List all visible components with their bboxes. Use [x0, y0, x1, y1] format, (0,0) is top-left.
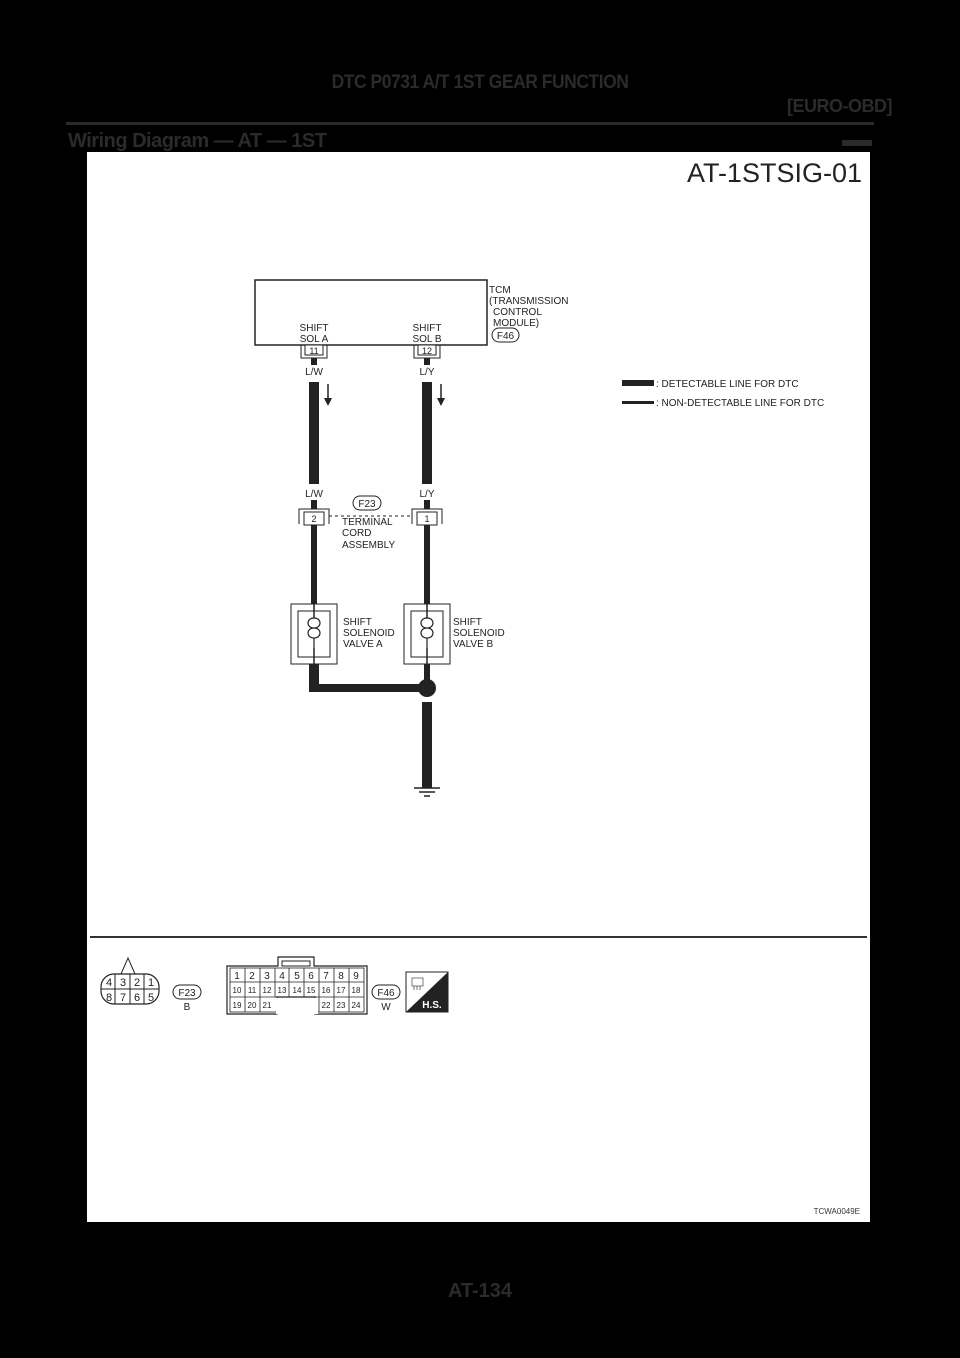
shift-solenoid-valve-a	[291, 604, 395, 664]
f46-pin: 22	[321, 1001, 331, 1010]
f23-pin: 6	[133, 992, 141, 1004]
tcm-label-1: TCM	[489, 285, 511, 296]
f23-id: F23	[178, 988, 196, 999]
f46-pin: 3	[264, 971, 270, 982]
tcm-term-a-label-1: SHIFT	[299, 323, 329, 334]
f46-pin: 17	[336, 986, 346, 995]
terminal-cord-assembly	[299, 496, 442, 551]
solenoid-b-label-1: SHIFT	[453, 617, 482, 628]
f46-pin: 14	[292, 986, 302, 995]
f23-pin: 1	[147, 977, 155, 989]
tcm-pin-12: 12	[421, 346, 433, 356]
diagram-id: AT-1STSIG-01	[686, 158, 862, 188]
f46-pin: 20	[247, 1001, 257, 1010]
wiring-diagram	[87, 152, 870, 1222]
solenoid-b-label-2: SOLENOID	[453, 628, 505, 639]
f46-pin: 19	[232, 1001, 242, 1010]
cord-pin-1: 1	[424, 514, 430, 524]
legend-non-detectable-label: : NON-DETECTABLE LINE FOR DTC	[656, 398, 825, 409]
tcm-connector-id: F46	[496, 331, 515, 342]
f46-pin: 16	[321, 986, 331, 995]
figure-reference-code: TCWA0049E	[813, 1207, 860, 1216]
connector-f46-face	[227, 957, 400, 1014]
f46-pin: 23	[336, 1001, 346, 1010]
f46-pin: 12	[262, 986, 272, 995]
wire-ly	[419, 358, 445, 509]
wire-lw-label-mid: L/W	[305, 489, 323, 500]
legend-detectable-label: : DETECTABLE LINE FOR DTC	[656, 379, 799, 390]
wiring-diagram-canvas	[87, 152, 870, 1222]
f46-pin: 18	[351, 986, 361, 995]
f23-pin: 2	[133, 977, 141, 989]
f46-pin: 1	[234, 971, 240, 982]
shift-solenoid-valve-b	[404, 604, 505, 664]
connector-f23-face	[101, 958, 201, 1013]
f46-pin: 15	[306, 986, 316, 995]
solenoid-a-label-1: SHIFT	[343, 617, 372, 628]
f23-pin: 7	[119, 992, 127, 1004]
f46-pin: 24	[351, 1001, 361, 1010]
section-title: Wiring Diagram — AT — 1ST	[68, 130, 327, 152]
ground-icon	[414, 788, 440, 796]
cord-label-3: ASSEMBLY	[342, 540, 396, 551]
f46-color: W	[381, 1002, 391, 1013]
f23-pin: 3	[119, 977, 127, 989]
f23-color: B	[183, 1002, 191, 1013]
f46-pin: 21	[262, 1001, 272, 1010]
ground-circuit	[309, 664, 440, 796]
detectable-line-swatch	[622, 380, 654, 386]
solenoid-a-label-2: SOLENOID	[343, 628, 395, 639]
wire-lw	[305, 358, 332, 509]
cord-label-1: TERMINAL	[342, 517, 393, 528]
f46-pin: 6	[308, 971, 314, 982]
f23-pin: 5	[147, 992, 155, 1004]
wire-lw-label-top: L/W	[305, 367, 323, 378]
f46-pin: 13	[277, 986, 287, 995]
f46-id: F46	[377, 988, 395, 999]
f46-pin: 10	[232, 986, 242, 995]
tcm-label-3: CONTROL	[493, 307, 542, 318]
f46-pin: 4	[279, 971, 285, 982]
cord-pin-2: 2	[311, 514, 317, 524]
tcm-label-2: (TRANSMISSION	[489, 296, 569, 307]
f46-pin: 11	[247, 986, 257, 995]
tcm-pin-11: 11	[309, 346, 319, 356]
cord-connector-id: F23	[358, 499, 376, 510]
wire-ly-label-mid: L/Y	[419, 489, 435, 500]
f46-pin: 2	[249, 971, 255, 982]
f46-pin: 5	[294, 971, 300, 982]
solenoid-a-label-3: VALVE A	[343, 639, 383, 650]
solenoid-b-label-3: VALVE B	[453, 639, 494, 650]
f23-pin: 4	[105, 977, 113, 989]
page-header-subtitle: [EURO-OBD]	[787, 96, 892, 116]
f46-pin: 8	[338, 971, 344, 982]
section-tag-mark	[842, 140, 872, 146]
cord-label-2: CORD	[342, 528, 372, 539]
hs-label: H.S.	[422, 1000, 442, 1011]
f46-pin: 7	[323, 971, 329, 982]
wire-ly-label-top: L/Y	[419, 367, 435, 378]
header-divider	[66, 122, 874, 125]
tcm-term-b-label-2: SOL B	[412, 334, 442, 345]
non-detectable-line-swatch	[622, 401, 654, 404]
tcm-term-a-label-2: SOL A	[299, 334, 329, 345]
page-header-title: DTC P0731 A/T 1ST GEAR FUNCTION	[331, 72, 629, 93]
tcm-label-4: MODULE)	[493, 318, 540, 329]
f46-pin: 9	[353, 971, 359, 982]
harness-side-badge	[406, 972, 448, 1012]
tcm-module	[255, 280, 568, 358]
line-legend	[622, 379, 824, 409]
page-number: AT-134	[447, 1280, 513, 1302]
tcm-term-b-label-1: SHIFT	[412, 323, 442, 334]
f23-pin: 8	[105, 992, 113, 1004]
